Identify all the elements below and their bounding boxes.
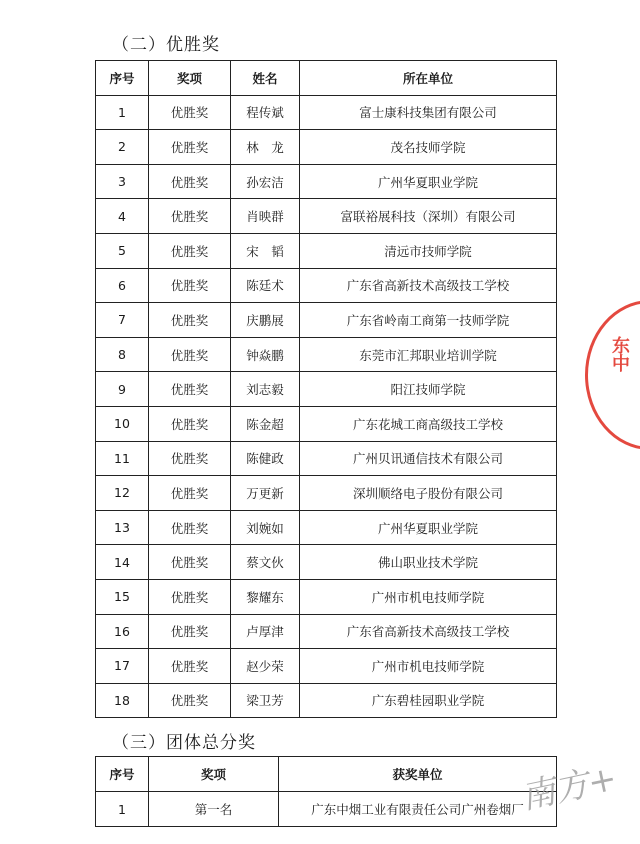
table-row [96, 372, 557, 407]
cell-name: 庆鹏展 [231, 303, 300, 338]
cell-award: 第一名 [149, 792, 279, 827]
cell-name: 黎耀东 [231, 579, 300, 614]
table-row [96, 792, 557, 827]
cell-name: 钟焱鹏 [231, 337, 300, 372]
cell-award: 优胜奖 [149, 614, 231, 649]
cell-unit: 广东省高新技术高级技工学校 [300, 268, 557, 303]
cell-unit: 广东省高新技术高级技工学校 [300, 614, 557, 649]
cell-award: 优胜奖 [149, 303, 231, 338]
table-row [96, 579, 557, 614]
cell-award: 优胜奖 [149, 579, 231, 614]
header-no: 序号 [96, 757, 149, 792]
cell-name: 宋 韬 [231, 233, 300, 268]
table-header-row [96, 757, 557, 792]
table-row [96, 268, 557, 303]
cell-name: 万更新 [231, 476, 300, 511]
cell-award: 优胜奖 [149, 476, 231, 511]
cell-unit: 富士康科技集团有限公司 [300, 95, 557, 130]
header-unit: 获奖单位 [279, 757, 557, 792]
cell-no: 12 [96, 476, 149, 511]
cell-name: 孙宏洁 [231, 164, 300, 199]
table-row [96, 510, 557, 545]
cell-unit: 广州市机电技师学院 [300, 579, 557, 614]
cell-no: 1 [96, 95, 149, 130]
table-row [96, 303, 557, 338]
cell-award: 优胜奖 [149, 649, 231, 684]
cell-unit: 广东花城工商高级技工学校 [300, 406, 557, 441]
cell-unit: 深圳顺络电子股份有限公司 [300, 476, 557, 511]
table-row [96, 199, 557, 234]
header-no: 序号 [96, 61, 149, 96]
section-title-team-award: （三）团体总分奖 [112, 733, 256, 753]
table-row [96, 649, 557, 684]
cell-unit: 广东中烟工业有限责任公司广州卷烟厂 [279, 792, 557, 827]
cell-no: 16 [96, 614, 149, 649]
excellence-award-table [95, 60, 557, 718]
cell-unit: 东莞市汇邦职业培训学院 [300, 337, 557, 372]
header-award: 奖项 [149, 757, 279, 792]
table-row [96, 683, 557, 718]
cell-unit: 茂名技师学院 [300, 130, 557, 165]
cell-unit: 广州华夏职业学院 [300, 164, 557, 199]
cell-name: 蔡文伙 [231, 545, 300, 580]
table-row [96, 164, 557, 199]
cell-no: 2 [96, 130, 149, 165]
cell-unit: 广东碧桂园职业学院 [300, 683, 557, 718]
header-unit: 所在单位 [300, 61, 557, 96]
cell-name: 陈金超 [231, 406, 300, 441]
cell-unit: 佛山职业技术学院 [300, 545, 557, 580]
cell-name: 刘婉如 [231, 510, 300, 545]
cell-no: 18 [96, 683, 149, 718]
header-name: 姓名 [231, 61, 300, 96]
table-header-row [96, 61, 557, 96]
cell-award: 优胜奖 [149, 545, 231, 580]
cell-no: 10 [96, 406, 149, 441]
cell-award: 优胜奖 [149, 199, 231, 234]
cell-unit: 广州华夏职业学院 [300, 510, 557, 545]
cell-unit: 阳江技师学院 [300, 372, 557, 407]
cell-no: 9 [96, 372, 149, 407]
cell-name: 林 龙 [231, 130, 300, 165]
cell-unit: 广东省岭南工商第一技师学院 [300, 303, 557, 338]
table-row [96, 337, 557, 372]
cell-no: 15 [96, 579, 149, 614]
cell-award: 优胜奖 [149, 95, 231, 130]
cell-no: 8 [96, 337, 149, 372]
cell-award: 优胜奖 [149, 441, 231, 476]
cell-name: 卢厚津 [231, 614, 300, 649]
cell-unit: 清远市技师学院 [300, 233, 557, 268]
cell-no: 4 [96, 199, 149, 234]
cell-no: 7 [96, 303, 149, 338]
cell-award: 优胜奖 [149, 130, 231, 165]
table-row [96, 406, 557, 441]
official-seal [585, 300, 640, 450]
cell-award: 优胜奖 [149, 233, 231, 268]
cell-name: 刘志毅 [231, 372, 300, 407]
cell-no: 17 [96, 649, 149, 684]
table-row [96, 130, 557, 165]
cell-unit: 广州贝讯通信技术有限公司 [300, 441, 557, 476]
watermark-logo: 南方+ [517, 758, 621, 818]
cell-no: 3 [96, 164, 149, 199]
cell-no: 6 [96, 268, 149, 303]
cell-award: 优胜奖 [149, 510, 231, 545]
cell-name: 陈健政 [231, 441, 300, 476]
cell-name: 赵少荣 [231, 649, 300, 684]
excellence-award-rows [96, 95, 557, 718]
cell-award: 优胜奖 [149, 164, 231, 199]
cell-no: 13 [96, 510, 149, 545]
cell-name: 陈廷术 [231, 268, 300, 303]
table-row [96, 95, 557, 130]
table-row [96, 476, 557, 511]
cell-no: 11 [96, 441, 149, 476]
table-row [96, 441, 557, 476]
cell-award: 优胜奖 [149, 683, 231, 718]
table-row [96, 545, 557, 580]
team-award-table [95, 756, 557, 827]
cell-no: 1 [96, 792, 149, 827]
official-seal-text: 东中 [609, 336, 630, 372]
cell-no: 14 [96, 545, 149, 580]
team-award-rows [96, 792, 557, 827]
cell-award: 优胜奖 [149, 337, 231, 372]
cell-unit: 富联裕展科技（深圳）有限公司 [300, 199, 557, 234]
cell-unit: 广州市机电技师学院 [300, 649, 557, 684]
cell-award: 优胜奖 [149, 372, 231, 407]
cell-award: 优胜奖 [149, 268, 231, 303]
header-award: 奖项 [149, 61, 231, 96]
table-row [96, 233, 557, 268]
section-title-excellence-award: （二）优胜奖 [112, 35, 220, 55]
cell-award: 优胜奖 [149, 406, 231, 441]
table-row [96, 614, 557, 649]
cell-name: 程传斌 [231, 95, 300, 130]
cell-name: 梁卫芳 [231, 683, 300, 718]
cell-name: 肖映群 [231, 199, 300, 234]
cell-no: 5 [96, 233, 149, 268]
